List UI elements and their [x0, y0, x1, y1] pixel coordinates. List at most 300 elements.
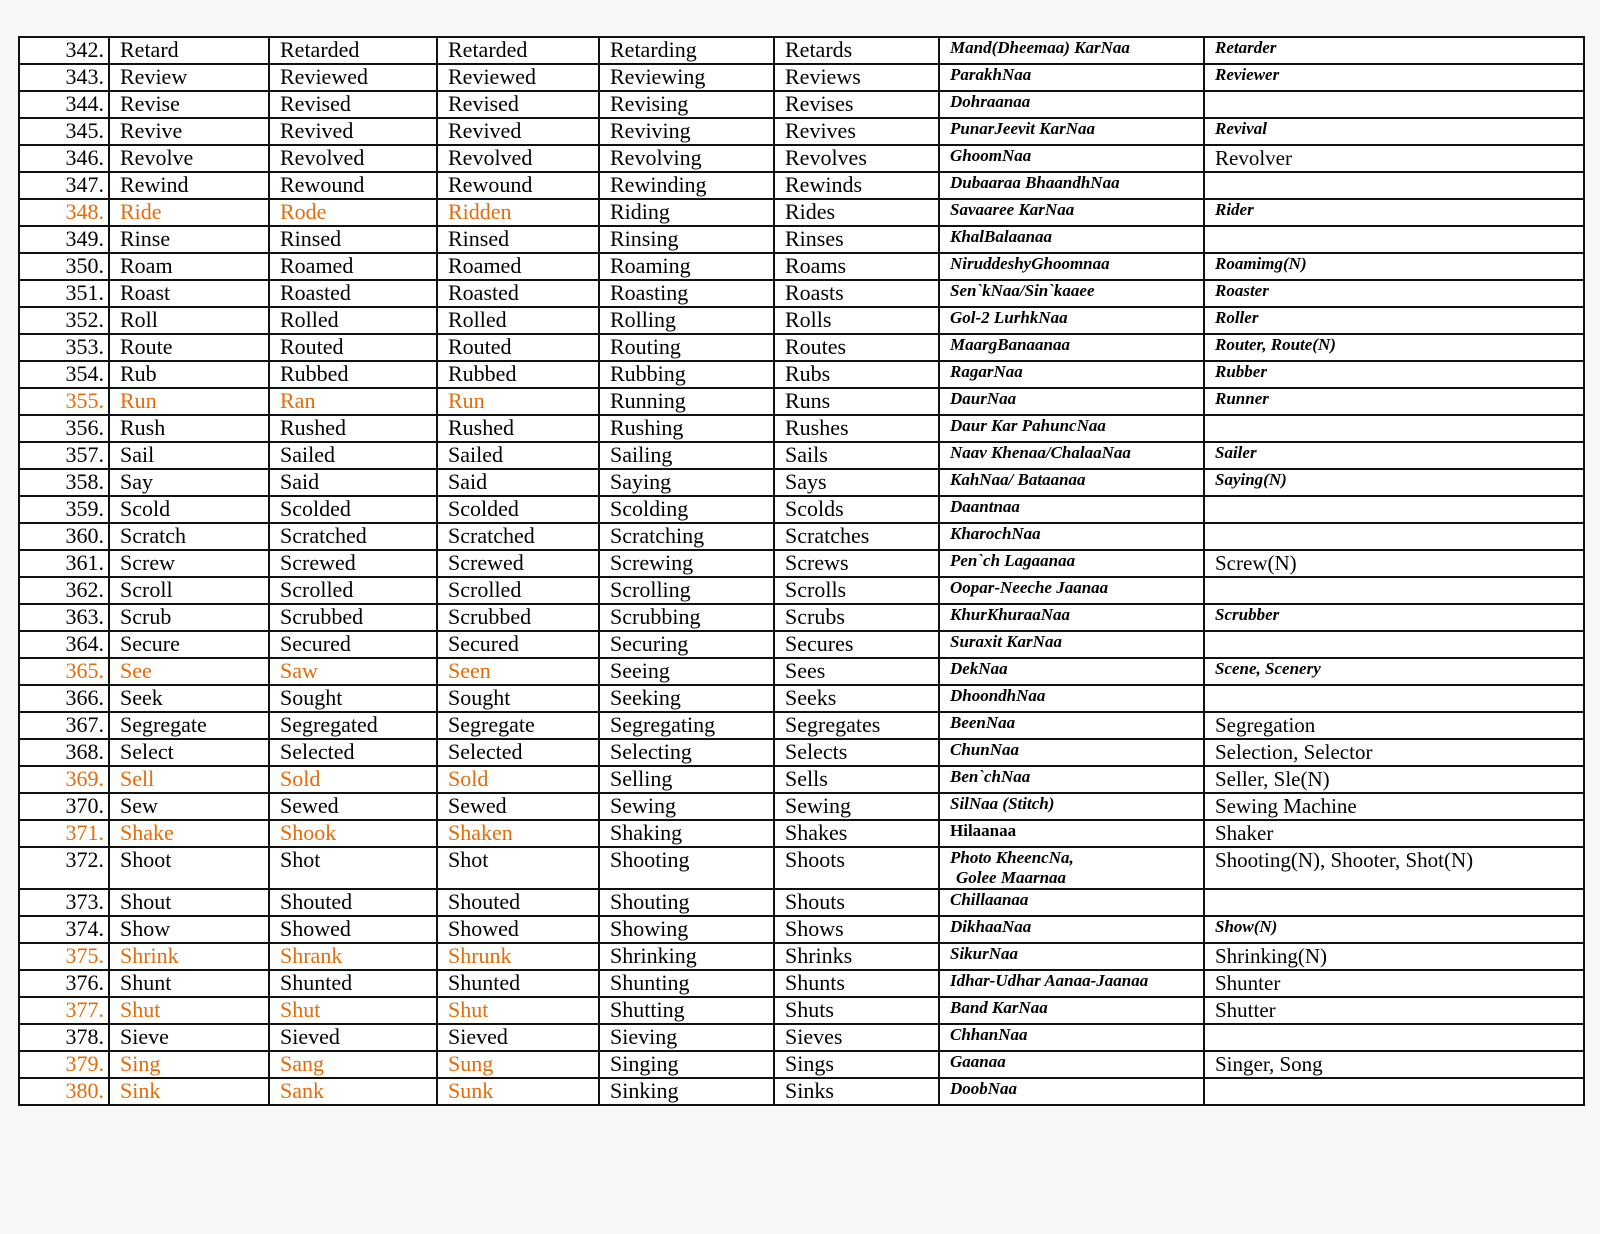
past-participle-cell: Said	[437, 469, 599, 496]
present-participle-cell: Scratching	[599, 523, 774, 550]
base-form-cell: Rub	[109, 361, 269, 388]
serial-number-cell: 343.	[19, 64, 109, 91]
base-form-cell: Shrink	[109, 943, 269, 970]
noun-form-cell	[1204, 172, 1584, 199]
third-person-form-cell: Rubs	[774, 361, 939, 388]
noun-form-cell: Retarder	[1204, 37, 1584, 64]
noun-form-cell: Revolver	[1204, 145, 1584, 172]
third-person-form-cell: Shows	[774, 916, 939, 943]
present-participle-cell: Segregating	[599, 712, 774, 739]
table-row	[19, 1078, 1584, 1105]
serial-number-cell: 353.	[19, 334, 109, 361]
base-form-cell: Sink	[109, 1078, 269, 1105]
hindi-meaning-cell	[939, 847, 1204, 889]
past-participle-cell: Sailed	[437, 442, 599, 469]
hindi-meaning-cell: Mand(Dheemaa) KarNaa	[939, 37, 1204, 64]
present-participle-cell: Shrinking	[599, 943, 774, 970]
past-form-cell: Rinsed	[269, 226, 437, 253]
past-form-cell: Rolled	[269, 307, 437, 334]
table-row	[19, 970, 1584, 997]
base-form-cell: Scrub	[109, 604, 269, 631]
present-participle-cell: Sewing	[599, 793, 774, 820]
serial-number-cell: 359.	[19, 496, 109, 523]
past-participle-cell: Seen	[437, 658, 599, 685]
hindi-meaning-cell: Oopar-Neeche Jaanaa	[939, 577, 1204, 604]
past-participle-cell: Sold	[437, 766, 599, 793]
serial-number-cell: 365.	[19, 658, 109, 685]
present-participle-cell: Roaming	[599, 253, 774, 280]
base-form-cell: Shake	[109, 820, 269, 847]
third-person-form-cell: Shuts	[774, 997, 939, 1024]
past-form-cell: Rubbed	[269, 361, 437, 388]
hindi-meaning-line-2: Golee Maarnaa	[956, 868, 1067, 887]
present-participle-cell: Singing	[599, 1051, 774, 1078]
third-person-form-cell: Shouts	[774, 889, 939, 916]
past-participle-cell: Shot	[437, 847, 599, 889]
table-row	[19, 118, 1584, 145]
third-person-form-cell: Scratches	[774, 523, 939, 550]
third-person-form-cell: Shunts	[774, 970, 939, 997]
hindi-meaning-cell: NiruddeshyGhoomnaa	[939, 253, 1204, 280]
third-person-form-cell: Shrinks	[774, 943, 939, 970]
table-row	[19, 820, 1584, 847]
base-form-cell: Revolve	[109, 145, 269, 172]
noun-form-cell: Roaster	[1204, 280, 1584, 307]
table-row	[19, 943, 1584, 970]
present-participle-cell: Rushing	[599, 415, 774, 442]
past-participle-cell: Sieved	[437, 1024, 599, 1051]
third-person-form-cell: Rewinds	[774, 172, 939, 199]
serial-number-cell: 375.	[19, 943, 109, 970]
base-form-cell: Sell	[109, 766, 269, 793]
base-form-cell: Segregate	[109, 712, 269, 739]
past-participle-cell: Roasted	[437, 280, 599, 307]
past-form-cell: Scratched	[269, 523, 437, 550]
present-participle-cell: Selling	[599, 766, 774, 793]
past-participle-cell: Revived	[437, 118, 599, 145]
base-form-cell: Rinse	[109, 226, 269, 253]
noun-form-cell: Segregation	[1204, 712, 1584, 739]
present-participle-cell: Shouting	[599, 889, 774, 916]
past-form-cell: Shook	[269, 820, 437, 847]
verb-forms-table	[18, 36, 1585, 1106]
base-form-cell: Secure	[109, 631, 269, 658]
hindi-meaning-cell: SikurNaa	[939, 943, 1204, 970]
present-participle-cell: Reviving	[599, 118, 774, 145]
past-form-cell: Ran	[269, 388, 437, 415]
noun-form-cell: Sailer	[1204, 442, 1584, 469]
past-participle-cell: Selected	[437, 739, 599, 766]
hindi-meaning-cell: Daur Kar PahuncNaa	[939, 415, 1204, 442]
third-person-form-cell: Segregates	[774, 712, 939, 739]
past-form-cell: Said	[269, 469, 437, 496]
past-form-cell: Revised	[269, 91, 437, 118]
past-form-cell: Secured	[269, 631, 437, 658]
table-row	[19, 766, 1584, 793]
base-form-cell: Roll	[109, 307, 269, 334]
noun-form-cell	[1204, 577, 1584, 604]
table-row	[19, 889, 1584, 916]
third-person-form-cell: Roasts	[774, 280, 939, 307]
hindi-meaning-cell: Daantnaa	[939, 496, 1204, 523]
past-form-cell: Roamed	[269, 253, 437, 280]
past-participle-cell: Scrolled	[437, 577, 599, 604]
third-person-form-cell: Roams	[774, 253, 939, 280]
hindi-meaning-cell: SilNaa (Stitch)	[939, 793, 1204, 820]
present-participle-cell: Screwing	[599, 550, 774, 577]
table-row	[19, 658, 1584, 685]
table-row	[19, 361, 1584, 388]
past-form-cell: Rewound	[269, 172, 437, 199]
table-row	[19, 577, 1584, 604]
table-row	[19, 496, 1584, 523]
past-participle-cell: Ridden	[437, 199, 599, 226]
noun-form-cell	[1204, 226, 1584, 253]
past-form-cell: Scrolled	[269, 577, 437, 604]
base-form-cell: Run	[109, 388, 269, 415]
third-person-form-cell: Runs	[774, 388, 939, 415]
noun-form-cell	[1204, 685, 1584, 712]
present-participle-cell: Saying	[599, 469, 774, 496]
noun-form-cell	[1204, 523, 1584, 550]
serial-number-cell: 363.	[19, 604, 109, 631]
past-participle-cell: Reviewed	[437, 64, 599, 91]
serial-number-cell: 356.	[19, 415, 109, 442]
serial-number-cell: 369.	[19, 766, 109, 793]
present-participle-cell: Shooting	[599, 847, 774, 889]
noun-form-cell: Reviewer	[1204, 64, 1584, 91]
third-person-form-cell: Rinses	[774, 226, 939, 253]
hindi-meaning-cell: Sen`kNaa/Sin`kaaee	[939, 280, 1204, 307]
base-form-cell: Ride	[109, 199, 269, 226]
table-row	[19, 442, 1584, 469]
noun-form-cell	[1204, 1024, 1584, 1051]
third-person-form-cell: Scolds	[774, 496, 939, 523]
serial-number-cell: 370.	[19, 793, 109, 820]
serial-number-cell: 349.	[19, 226, 109, 253]
serial-number-cell: 378.	[19, 1024, 109, 1051]
noun-form-cell: Shunter	[1204, 970, 1584, 997]
present-participle-cell: Showing	[599, 916, 774, 943]
serial-number-cell: 350.	[19, 253, 109, 280]
serial-number-cell: 367.	[19, 712, 109, 739]
serial-number-cell: 342.	[19, 37, 109, 64]
serial-number-cell: 358.	[19, 469, 109, 496]
serial-number-cell: 354.	[19, 361, 109, 388]
base-form-cell: Revive	[109, 118, 269, 145]
hindi-meaning-cell: ChunNaa	[939, 739, 1204, 766]
present-participle-cell: Shutting	[599, 997, 774, 1024]
serial-number-cell: 371.	[19, 820, 109, 847]
base-form-cell: Scold	[109, 496, 269, 523]
base-form-cell: Rush	[109, 415, 269, 442]
noun-form-cell	[1204, 415, 1584, 442]
hindi-meaning-cell: Ben`chNaa	[939, 766, 1204, 793]
noun-form-cell: Rider	[1204, 199, 1584, 226]
past-participle-cell: Shunted	[437, 970, 599, 997]
hindi-meaning-cell: MaargBanaanaa	[939, 334, 1204, 361]
noun-form-cell	[1204, 496, 1584, 523]
past-participle-cell: Segregate	[437, 712, 599, 739]
noun-form-cell: Selection, Selector	[1204, 739, 1584, 766]
past-form-cell: Revived	[269, 118, 437, 145]
past-form-cell: Retarded	[269, 37, 437, 64]
base-form-cell: Scratch	[109, 523, 269, 550]
table-row	[19, 145, 1584, 172]
hindi-meaning-cell: KhalBalaanaa	[939, 226, 1204, 253]
table-row	[19, 916, 1584, 943]
past-participle-cell: Routed	[437, 334, 599, 361]
present-participle-cell: Rolling	[599, 307, 774, 334]
third-person-form-cell: Rushes	[774, 415, 939, 442]
past-participle-cell: Run	[437, 388, 599, 415]
base-form-cell: Sail	[109, 442, 269, 469]
third-person-form-cell: Reviews	[774, 64, 939, 91]
past-form-cell: Shot	[269, 847, 437, 889]
present-participle-cell: Sieving	[599, 1024, 774, 1051]
serial-number-cell: 380.	[19, 1078, 109, 1105]
table-row	[19, 739, 1584, 766]
hindi-meaning-cell: Savaaree KarNaa	[939, 199, 1204, 226]
hindi-meaning-cell: ParakhNaa	[939, 64, 1204, 91]
past-participle-cell: Retarded	[437, 37, 599, 64]
third-person-form-cell: Rolls	[774, 307, 939, 334]
base-form-cell: Sew	[109, 793, 269, 820]
third-person-form-cell: Sees	[774, 658, 939, 685]
base-form-cell: Say	[109, 469, 269, 496]
third-person-form-cell: Secures	[774, 631, 939, 658]
past-form-cell: Reviewed	[269, 64, 437, 91]
third-person-form-cell: Says	[774, 469, 939, 496]
present-participle-cell: Sinking	[599, 1078, 774, 1105]
serial-number-cell: 357.	[19, 442, 109, 469]
base-form-cell: See	[109, 658, 269, 685]
table-row	[19, 37, 1584, 64]
past-participle-cell: Rewound	[437, 172, 599, 199]
present-participle-cell: Seeking	[599, 685, 774, 712]
past-participle-cell: Rinsed	[437, 226, 599, 253]
hindi-meaning-cell: GhoomNaa	[939, 145, 1204, 172]
hindi-meaning-cell: Suraxit KarNaa	[939, 631, 1204, 658]
base-form-cell: Retard	[109, 37, 269, 64]
past-participle-cell: Rubbed	[437, 361, 599, 388]
table-row	[19, 997, 1584, 1024]
present-participle-cell: Riding	[599, 199, 774, 226]
past-participle-cell: Roamed	[437, 253, 599, 280]
serial-number-cell: 376.	[19, 970, 109, 997]
base-form-cell: Select	[109, 739, 269, 766]
past-form-cell: Sieved	[269, 1024, 437, 1051]
past-form-cell: Segregated	[269, 712, 437, 739]
present-participle-cell: Sailing	[599, 442, 774, 469]
present-participle-cell: Rewinding	[599, 172, 774, 199]
third-person-form-cell: Revives	[774, 118, 939, 145]
serial-number-cell: 372.	[19, 847, 109, 889]
past-form-cell: Scrubbed	[269, 604, 437, 631]
hindi-meaning-cell: Chillaanaa	[939, 889, 1204, 916]
third-person-form-cell: Sieves	[774, 1024, 939, 1051]
table-row	[19, 847, 1584, 889]
third-person-form-cell: Retards	[774, 37, 939, 64]
hindi-meaning-cell: Hilaanaa	[939, 820, 1204, 847]
past-form-cell: Showed	[269, 916, 437, 943]
table-body	[19, 37, 1584, 1105]
noun-form-cell: Shrinking(N)	[1204, 943, 1584, 970]
table-row	[19, 793, 1584, 820]
hindi-meaning-cell: KharochNaa	[939, 523, 1204, 550]
base-form-cell: Route	[109, 334, 269, 361]
past-participle-cell: Sung	[437, 1051, 599, 1078]
noun-form-cell: Roamimg(N)	[1204, 253, 1584, 280]
past-form-cell: Scolded	[269, 496, 437, 523]
table-row	[19, 604, 1584, 631]
base-form-cell: Sieve	[109, 1024, 269, 1051]
base-form-cell: Rewind	[109, 172, 269, 199]
serial-number-cell: 368.	[19, 739, 109, 766]
past-participle-cell: Screwed	[437, 550, 599, 577]
present-participle-cell: Revising	[599, 91, 774, 118]
serial-number-cell: 352.	[19, 307, 109, 334]
third-person-form-cell: Seeks	[774, 685, 939, 712]
serial-number-cell: 347.	[19, 172, 109, 199]
past-participle-cell: Revised	[437, 91, 599, 118]
noun-form-cell: Revival	[1204, 118, 1584, 145]
serial-number-cell: 344.	[19, 91, 109, 118]
noun-form-cell: Roller	[1204, 307, 1584, 334]
past-participle-cell: Showed	[437, 916, 599, 943]
table-row	[19, 1024, 1584, 1051]
noun-form-cell	[1204, 91, 1584, 118]
hindi-meaning-cell: BeenNaa	[939, 712, 1204, 739]
serial-number-cell: 362.	[19, 577, 109, 604]
past-participle-cell: Rushed	[437, 415, 599, 442]
noun-form-cell: Singer, Song	[1204, 1051, 1584, 1078]
present-participle-cell: Reviewing	[599, 64, 774, 91]
base-form-cell: Sing	[109, 1051, 269, 1078]
past-participle-cell: Shut	[437, 997, 599, 1024]
table-row	[19, 712, 1584, 739]
present-participle-cell: Rubbing	[599, 361, 774, 388]
hindi-meaning-cell: DhoondhNaa	[939, 685, 1204, 712]
hindi-meaning-cell: DekNaa	[939, 658, 1204, 685]
third-person-form-cell: Selects	[774, 739, 939, 766]
serial-number-cell: 361.	[19, 550, 109, 577]
serial-number-cell: 377.	[19, 997, 109, 1024]
serial-number-cell: 364.	[19, 631, 109, 658]
table-row	[19, 523, 1584, 550]
third-person-form-cell: Rides	[774, 199, 939, 226]
past-form-cell: Rushed	[269, 415, 437, 442]
serial-number-cell: 348.	[19, 199, 109, 226]
noun-form-cell: Shooting(N), Shooter, Shot(N)	[1204, 847, 1584, 889]
past-participle-cell: Revolved	[437, 145, 599, 172]
third-person-form-cell: Revises	[774, 91, 939, 118]
table-row	[19, 280, 1584, 307]
serial-number-cell: 366.	[19, 685, 109, 712]
past-form-cell: Shrank	[269, 943, 437, 970]
past-form-cell: Revolved	[269, 145, 437, 172]
past-form-cell: Sailed	[269, 442, 437, 469]
third-person-form-cell: Sewing	[774, 793, 939, 820]
noun-form-cell	[1204, 1078, 1584, 1105]
hindi-meaning-cell: DoobNaa	[939, 1078, 1204, 1105]
noun-form-cell: Saying(N)	[1204, 469, 1584, 496]
present-participle-cell: Routing	[599, 334, 774, 361]
third-person-form-cell: Shakes	[774, 820, 939, 847]
present-participle-cell: Roasting	[599, 280, 774, 307]
noun-form-cell: Seller, Sle(N)	[1204, 766, 1584, 793]
noun-form-cell: Show(N)	[1204, 916, 1584, 943]
serial-number-cell: 373.	[19, 889, 109, 916]
noun-form-cell: Scene, Scenery	[1204, 658, 1584, 685]
noun-form-cell: Shaker	[1204, 820, 1584, 847]
hindi-meaning-cell: DikhaaNaa	[939, 916, 1204, 943]
third-person-form-cell: Sells	[774, 766, 939, 793]
past-participle-cell: Scrubbed	[437, 604, 599, 631]
serial-number-cell: 360.	[19, 523, 109, 550]
serial-number-cell: 351.	[19, 280, 109, 307]
past-form-cell: Roasted	[269, 280, 437, 307]
past-form-cell: Shut	[269, 997, 437, 1024]
noun-form-cell: Screw(N)	[1204, 550, 1584, 577]
noun-form-cell: Router, Route(N)	[1204, 334, 1584, 361]
table-row	[19, 64, 1584, 91]
table-row	[19, 685, 1584, 712]
table-row	[19, 172, 1584, 199]
past-form-cell: Sought	[269, 685, 437, 712]
table-row	[19, 1051, 1584, 1078]
base-form-cell: Seek	[109, 685, 269, 712]
past-participle-cell: Rolled	[437, 307, 599, 334]
table-row	[19, 226, 1584, 253]
hindi-meaning-cell: KahNaa/ Bataanaa	[939, 469, 1204, 496]
base-form-cell: Revise	[109, 91, 269, 118]
present-participle-cell: Securing	[599, 631, 774, 658]
past-form-cell: Sang	[269, 1051, 437, 1078]
present-participle-cell: Seeing	[599, 658, 774, 685]
past-participle-cell: Sewed	[437, 793, 599, 820]
serial-number-cell: 379.	[19, 1051, 109, 1078]
present-participle-cell: Scrubbing	[599, 604, 774, 631]
serial-number-cell: 355.	[19, 388, 109, 415]
hindi-meaning-cell: Naav Khenaa/ChalaaNaa	[939, 442, 1204, 469]
base-form-cell: Shout	[109, 889, 269, 916]
table-row	[19, 388, 1584, 415]
base-form-cell: Shoot	[109, 847, 269, 889]
present-participle-cell: Shunting	[599, 970, 774, 997]
noun-form-cell: Sewing Machine	[1204, 793, 1584, 820]
past-participle-cell: Shrunk	[437, 943, 599, 970]
past-form-cell: Shunted	[269, 970, 437, 997]
noun-form-cell: Scrubber	[1204, 604, 1584, 631]
past-participle-cell: Sought	[437, 685, 599, 712]
table-row	[19, 334, 1584, 361]
base-form-cell: Roast	[109, 280, 269, 307]
third-person-form-cell: Screws	[774, 550, 939, 577]
third-person-form-cell: Scrubs	[774, 604, 939, 631]
present-participle-cell: Shaking	[599, 820, 774, 847]
present-participle-cell: Retarding	[599, 37, 774, 64]
present-participle-cell: Scrolling	[599, 577, 774, 604]
third-person-form-cell: Sinks	[774, 1078, 939, 1105]
base-form-cell: Show	[109, 916, 269, 943]
past-form-cell: Screwed	[269, 550, 437, 577]
past-form-cell: Sewed	[269, 793, 437, 820]
serial-number-cell: 374.	[19, 916, 109, 943]
past-form-cell: Sold	[269, 766, 437, 793]
base-form-cell: Shut	[109, 997, 269, 1024]
past-form-cell: Selected	[269, 739, 437, 766]
